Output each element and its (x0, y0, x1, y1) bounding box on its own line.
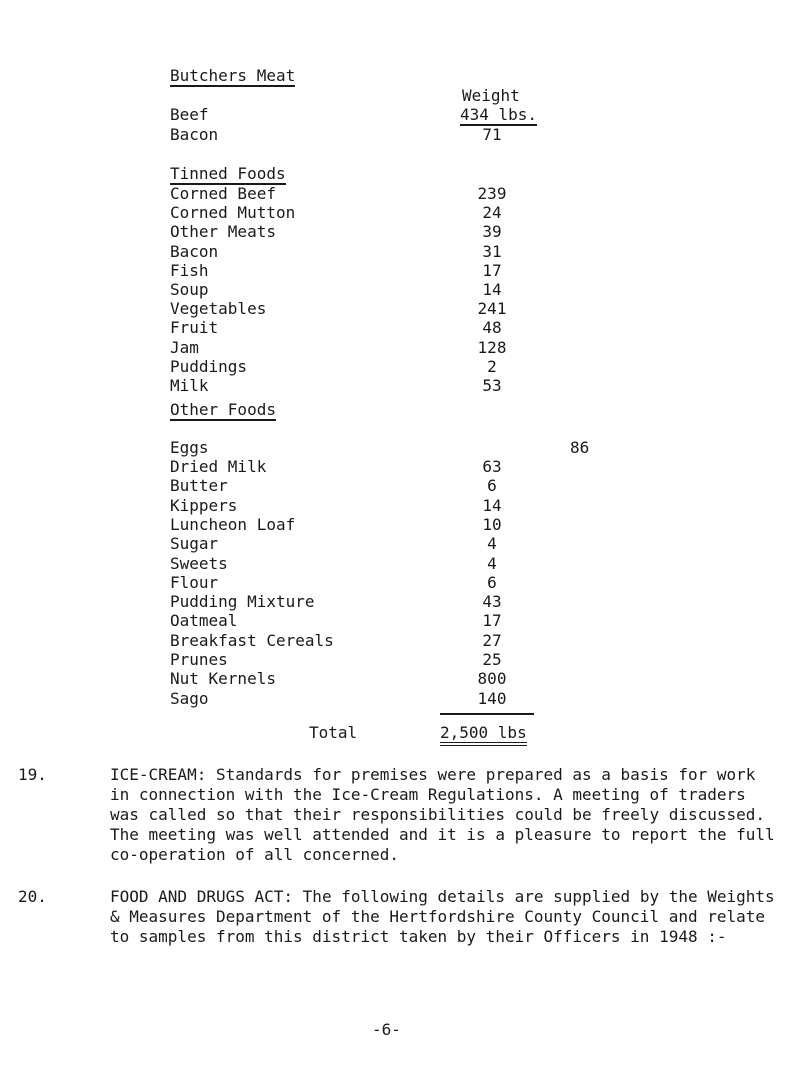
item-label: Milk (170, 376, 209, 395)
item-value: 128 (477, 337, 507, 357)
paragraph-number: 20. (18, 887, 47, 906)
item-value: 14 (482, 495, 502, 515)
item-label: Other Meats (170, 222, 276, 242)
paragraph-number: 19. (18, 765, 47, 784)
tinned-heading: Tinned Foods (170, 164, 286, 183)
item-label: Pudding Mixture (170, 592, 315, 612)
paragraph-text: The following details are supplied by the Weights & Measures Department of the Hertfordshire County Council and relate to samples from this district taken by their Officers in 1948 :- (110, 887, 775, 946)
paragraph-ice-cream (110, 765, 780, 865)
item-label: Soup (170, 280, 209, 299)
item-value: 239 (477, 184, 507, 203)
weight-header: Weight (462, 86, 520, 105)
item-value: 14 (482, 280, 502, 299)
item-label: Nut Kernels (170, 669, 276, 689)
butchers-heading: Butchers Meat (170, 66, 296, 85)
item-value: 53 (482, 376, 502, 395)
item-label: Bacon (170, 241, 219, 261)
item-value: 24 (482, 203, 502, 223)
item-label: Luncheon Loaf (170, 514, 296, 534)
item-label: Beef (170, 105, 209, 124)
item-label: Sweets (170, 553, 228, 573)
item-value: 27 (482, 630, 502, 650)
item-label: Vegetables (170, 299, 267, 319)
item-value: 48 (482, 318, 502, 338)
paragraph-text: Standards for premises were prepared as a basis for work in connection with the Ice-Cream Regulations. A meeting of traders was called so that their responsibilities could be freely discussed. The meeting was well attended and it is a pleasure to report the full co-operation of all concerned. (110, 765, 775, 864)
item-value: 4 (487, 553, 497, 573)
item-value: 63 (482, 457, 502, 476)
item-value: 800 (477, 669, 507, 689)
item-value: 86 (570, 438, 590, 457)
paragraph-food-drugs (110, 887, 780, 947)
item-value: 6 (487, 572, 497, 592)
item-value: 25 (482, 650, 502, 669)
item-value: 71 (482, 125, 502, 144)
paragraph-lead: ICE-CREAM: (110, 765, 207, 784)
item-label: Jam (170, 337, 199, 357)
item-label: Puddings (170, 356, 248, 376)
item-value: 4 (487, 534, 497, 554)
item-label: Bacon (170, 125, 219, 144)
item-value (460, 105, 537, 124)
item-value: 43 (482, 592, 502, 612)
item-value: 140 (477, 688, 507, 708)
beef-weight: 434 lbs. (460, 105, 538, 124)
item-value: 17 (482, 260, 502, 280)
item-label: Dried Milk (170, 457, 267, 476)
paragraph-lead: FOOD AND DRUGS ACT: (110, 887, 294, 906)
other-heading: Other Foods (170, 400, 276, 419)
item-label: Breakfast Cereals (170, 630, 334, 650)
item-label: Eggs (170, 438, 209, 457)
item-label: Corned Beef (170, 184, 276, 203)
item-label: Prunes (170, 650, 228, 669)
total-label: Total (309, 723, 358, 742)
item-label: Sugar (170, 534, 219, 554)
total-value: 2,500 lbs (440, 723, 527, 746)
item-label: Sago (170, 688, 209, 708)
item-value: 6 (487, 476, 497, 496)
item-label: Butter (170, 476, 228, 496)
item-value: 39 (482, 222, 502, 242)
total-rule (440, 713, 534, 715)
item-value: 2 (487, 356, 497, 376)
item-label: Fish (170, 260, 209, 280)
item-label: Kippers (170, 495, 238, 515)
page-number: -6- (372, 1020, 401, 1039)
item-value: 241 (477, 299, 507, 319)
item-label: Corned Mutton (170, 203, 296, 223)
item-label: Flour (170, 572, 219, 592)
item-value: 17 (482, 611, 502, 631)
item-value: 31 (482, 241, 502, 261)
item-label: Oatmeal (170, 611, 238, 631)
item-value: 10 (482, 514, 502, 534)
item-label: Fruit (170, 318, 219, 338)
